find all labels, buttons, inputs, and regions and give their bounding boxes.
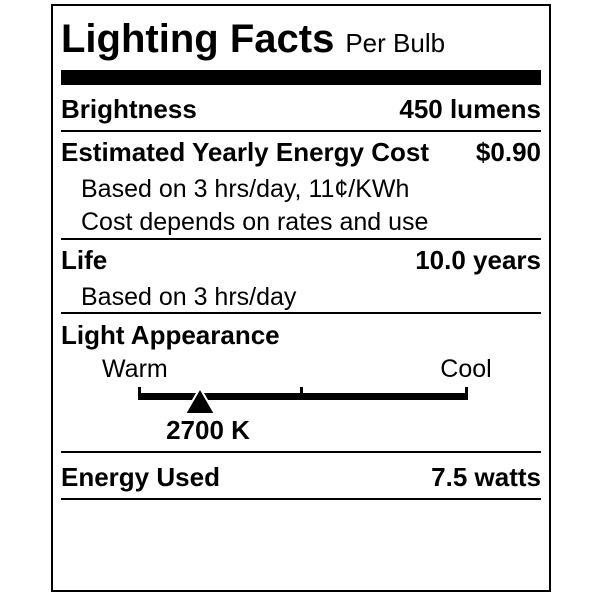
life-label: Life xyxy=(61,245,108,275)
kelvin-value: 2700 K xyxy=(166,415,250,445)
energy-used-value: 7.5 watts xyxy=(431,462,541,492)
label-title: Lighting Facts xyxy=(61,17,335,61)
life-section xyxy=(61,240,541,314)
color-temperature-scale xyxy=(61,383,543,417)
brightness-label: Brightness xyxy=(61,94,197,124)
scale-right-tick xyxy=(465,387,468,400)
energy-cost-row xyxy=(61,137,541,173)
life-note-basis: Based on 3 hrs/day xyxy=(81,283,297,311)
light-appearance-label: Light Appearance xyxy=(61,320,280,350)
scale-left-tick xyxy=(138,387,141,400)
brightness-value: 450 lumens xyxy=(399,94,541,124)
energy-cost-label: Estimated Yearly Energy Cost xyxy=(61,137,430,167)
scale-warm-label: Warm xyxy=(102,355,168,383)
scale-middle-tick xyxy=(300,387,303,400)
lighting-facts-label xyxy=(51,4,551,592)
energy-used-label: Energy Used xyxy=(61,462,220,492)
label-subtitle: Per Bulb xyxy=(345,28,446,58)
life-value: 10.0 years xyxy=(415,245,541,275)
label-bottom-whitespace xyxy=(61,500,541,590)
energy-cost-note-basis: Based on 3 hrs/day, 11¢/KWh xyxy=(81,175,410,203)
energy-cost-section xyxy=(61,132,541,240)
brightness-row xyxy=(61,85,541,132)
light-appearance-section xyxy=(61,314,541,453)
header-divider-bar xyxy=(61,70,541,85)
energy-cost-note-disclaimer: Cost depends on rates and use xyxy=(81,208,429,236)
life-row xyxy=(61,245,541,281)
marker-triangle-icon xyxy=(185,388,215,414)
energy-cost-value: $0.90 xyxy=(475,137,541,167)
label-header xyxy=(61,6,541,70)
scale-cool-label: Cool xyxy=(440,355,492,383)
energy-used-row xyxy=(61,453,541,500)
